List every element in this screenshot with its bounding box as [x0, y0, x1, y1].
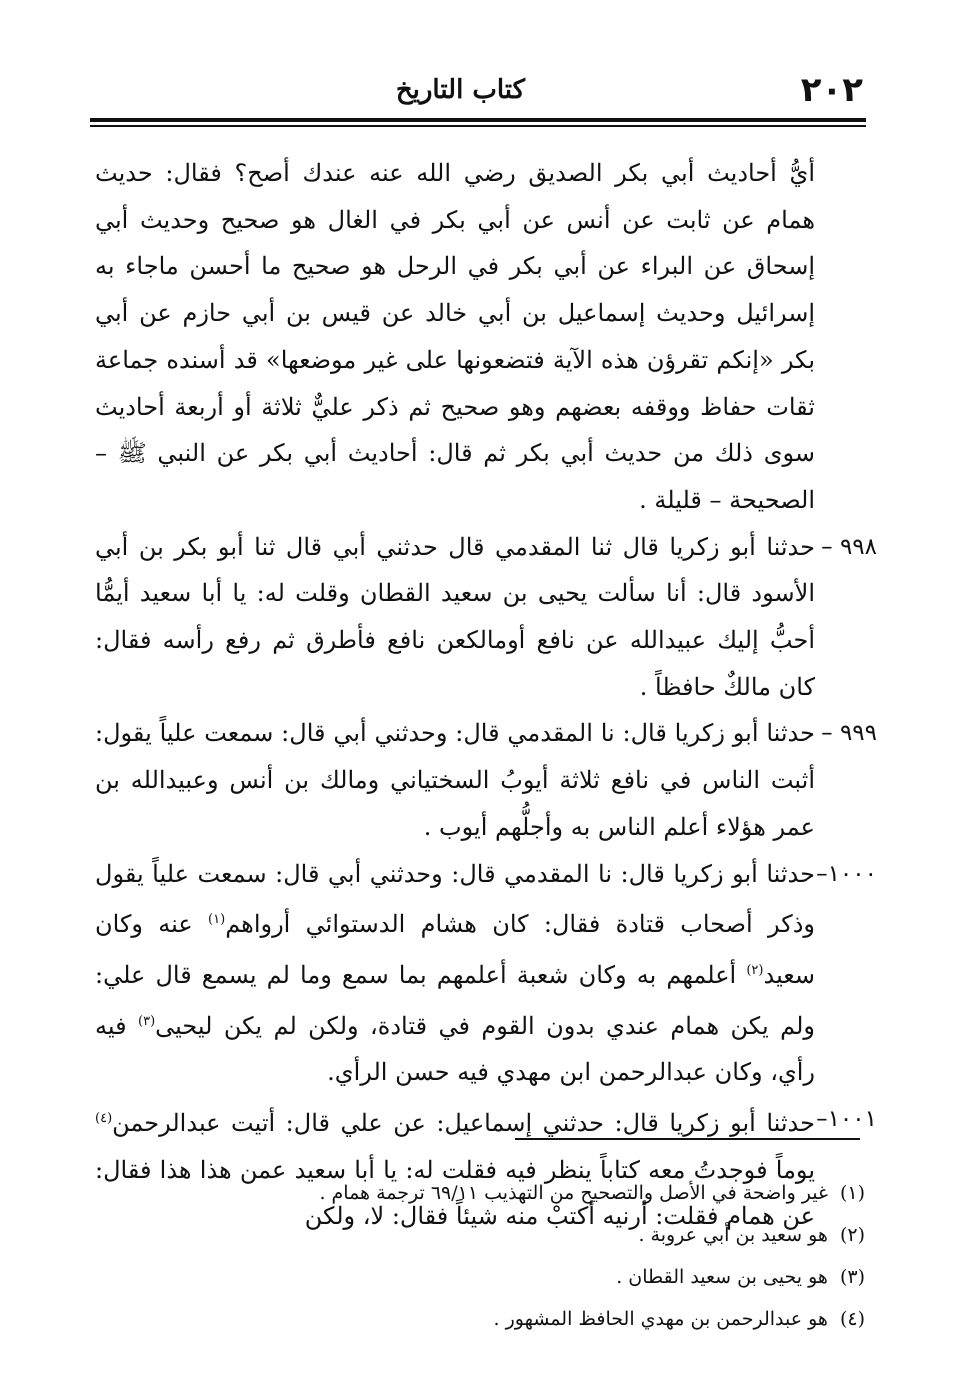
footnote-2 — [200, 1217, 865, 1253]
entry-998 — [95, 524, 877, 711]
entry-text: حدثنا أبو زكريا قال: حدثني إسماعيل: عن علي قال: أتيت عبدالرحمن — [112, 1109, 815, 1138]
footnote-4 — [200, 1301, 865, 1337]
running-title: كتاب التاريخ — [395, 75, 525, 105]
footnote-ref: (٣) — [138, 1013, 156, 1029]
footnote-text: هو يحيى بن سعيد القطان . — [616, 1266, 828, 1288]
footnote-ref: (١) — [208, 912, 226, 928]
header-rule-thin — [90, 125, 866, 127]
intro-paragraph: أيُّ أحاديث أبي بكر الصديق رضي الله عنه عندك أصح؟ فقال: حديث همام عن ثابت عن أنس عن أبي بكر في الغال هو صحيح وحديث أبي إسحاق عن البراء عن أبي بكر في الرحل هو صحيح ما أحسن ماجاء به إسرائيل وحديث إسماعيل بن أبي خالد عن قيس بن أبي حازم عن أبي بكر «إنكم تقرؤن هذه الآية فتضعونها على غير موضعها» قد أسنده جماعة ثقات حفاظ ووقفه بعضهم وهو صحيح ثم ذكر عليٌّ ثلاثة أو أربعة أحاديث سوى ذلك من حديث أبي بكر ثم قال: أحاديث أبي بكر عن النبي ﷺ – الصحيحة – قليلة . — [95, 159, 815, 514]
entry-number: ١٠٠١– — [816, 1106, 877, 1133]
entry-number: ١٠٠٠– — [816, 860, 877, 887]
entry-number: ٩٩٩ – — [821, 720, 877, 747]
entry-text: حدثنا أبو زكريا قال ثنا المقدمي قال حدثني أبي قال ثنا أبو بكر بن أبي الأسود قال: أنا سألت يحيى بن سعيد القطان وقلت له: يا أبا سعيد أيمُّا أحبُّ إليك عبيدالله عن نافع أومالكعن نافع فأطرق ثم رفع رأسه فقال: كان مالكٌ حافظاً . — [95, 532, 815, 701]
footnote-ref: (٤) — [95, 1111, 113, 1127]
entry-text: أعلمهم به وكان شعبة أعلمهم بما سمع وما لم يسمع قال علي: ولم يكن همام عندي بدون القوم في قتادة، ولكن لم يكن ليحيى — [95, 960, 815, 1040]
footnote-number: (٤) — [839, 1308, 865, 1330]
footnote-text: هو عبدالرحمن بن مهدي الحافظ المشهور . — [493, 1308, 828, 1330]
entry-number: ٩٩٨ – — [821, 533, 877, 560]
footnote-1 — [200, 1175, 865, 1211]
entry-999 — [95, 710, 877, 850]
page-header — [95, 68, 865, 116]
footnote-3 — [200, 1259, 865, 1295]
entry-text: عنه وكان سعيد — [95, 910, 815, 989]
header-rule-thick — [90, 118, 866, 122]
entry-text: فيه رأي، وكان عبدالرحمن ابن مهدي فيه حسن الرأي. — [95, 1011, 815, 1087]
footnote-number: (١) — [839, 1182, 865, 1204]
main-text — [95, 150, 877, 1240]
footnote-text: غير واضحة في الأصل والتصحيح من التهذيب ٦٩/١١ ترجمة همام . — [319, 1182, 828, 1204]
footnote-number: (٢) — [839, 1224, 865, 1246]
footnote-number: (٣) — [839, 1266, 865, 1288]
entry-1000 — [95, 851, 877, 1097]
footnote-separator — [515, 1138, 860, 1140]
entry-text: حدثنا أبو زكريا قال: نا المقدمي قال: وحدثني أبي قال: سمعت علياً يقول وذكر أصحاب قتادة فقال: كان هشام الدستوائي أرواهم — [95, 859, 815, 939]
footnote-text: هو سعيد بن أبي عروبة . — [638, 1224, 828, 1246]
entry-text: يوماً فوجدتُ معه كتاباً ينظر فيه فقلت له: يا أبا سعيد عمن هذا هذا فقال: عن همام فقلت: أرنيه أكتبْ منه شيئاً فقال: لا، ولكن — [95, 1155, 815, 1231]
entry-text: حدثنا أبو زكريا قال: نا المقدمي قال: وحدثني أبي قال: سمعت علياً يقول: أثبت الناس في نافع ثلاثة أيوبُ السختياني ومالك بن أنس وعبيدالله بن عمر هؤلاء أعلم الناس به وأجلُّهم أيوب . — [95, 719, 815, 841]
footnote-ref: (٢) — [746, 962, 764, 978]
page-number: ٢٠٢ — [800, 70, 863, 110]
footnotes — [200, 1175, 865, 1343]
